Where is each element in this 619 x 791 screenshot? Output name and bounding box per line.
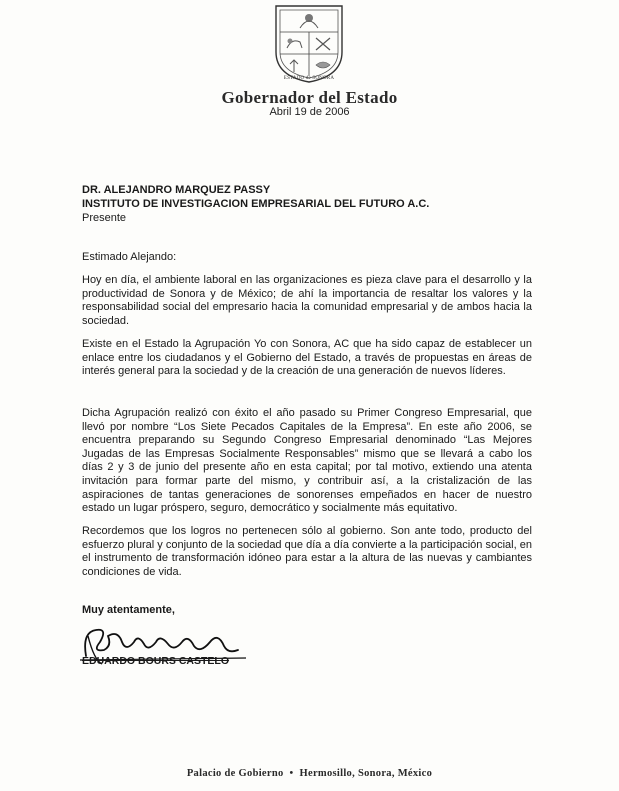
- footer-place: Palacio de Gobierno: [186, 768, 284, 779]
- body-paragraph-1: Hoy en día, el ambiente laboral en las organizaciones es pieza clave para el desarrollo y la productividad de Sonora y de México; de ahí la importancia de resaltar los valores y la responsabilidad social del empresario hacia la comunidad empresarial y de ambos hacia la sociedad.: [82, 274, 532, 327]
- body-paragraph-4: Recordemos que los logros no pertenecen sólo al gobierno. Son ante todo, producto del esfuerzo plural y conjunto de la sociedad que día a día convierte a la participación social, en el instrumento de transformación idóneo para estar a la altura de las nuevas y cambiantes condiciones de vida.: [82, 525, 532, 578]
- letter-date: Abril 19 de 2006: [269, 106, 350, 118]
- salutation: Estimado Alejando:: [82, 251, 177, 263]
- body-paragraph-3: Dicha Agrupación realizó con éxito el año pasado su Primer Congreso Empresarial, que llevó por nombre “Los Siete Pecados Capitales de la Empresa”. En este año 2006, se encuentra preparando su Segundo Congreso Empresarial denominado “Las Mejores Jugadas de las Empresas Socialmente Responsables” mismo que se llevará a cabo los días 2 y 3 de junio del presente año en esta capital; por tal motivo, extiendo una atenta invitación para formar parte del mismo, y contribuir así, a la cristalización de las aspiraciones de tantas generaciones de sonorenses empeñados en hacer de nuestro estado un lugar próspero, seguro, democrático y socialmente más equitativo.: [82, 407, 532, 515]
- addressee-institution: INSTITUTO DE INVESTIGACION EMPRESARIAL DEL FUTURO A.C.: [82, 198, 430, 210]
- closing-text: Muy atentamente,: [82, 604, 175, 616]
- addressee-presente: Presente: [82, 212, 127, 224]
- letterhead-title: Gobernador del Estado: [221, 88, 398, 107]
- letterhead-footer: [0, 768, 619, 779]
- state-seal-icon: [270, 2, 348, 86]
- body-paragraph-2: Existe en el Estado la Agrupación Yo con Sonora, AC que ha sido capaz de establecer un enlace entre los ciudadanos y el Gobierno del Estado, a través de propuestas en áreas de interés general para la sociedad y de la creación de una generación de nuevos líderes.: [82, 338, 532, 378]
- signer-name: EDUARDO BOURS CASTELO: [82, 655, 230, 667]
- footer-separator: •: [289, 768, 294, 779]
- seal-caption: ESTADO de SONORA: [283, 76, 335, 81]
- footer-city: Hermosillo, Sonora, México: [299, 768, 433, 779]
- addressee-name: DR. ALEJANDRO MARQUEZ PASSY: [82, 184, 271, 196]
- addressee-block: [82, 183, 562, 225]
